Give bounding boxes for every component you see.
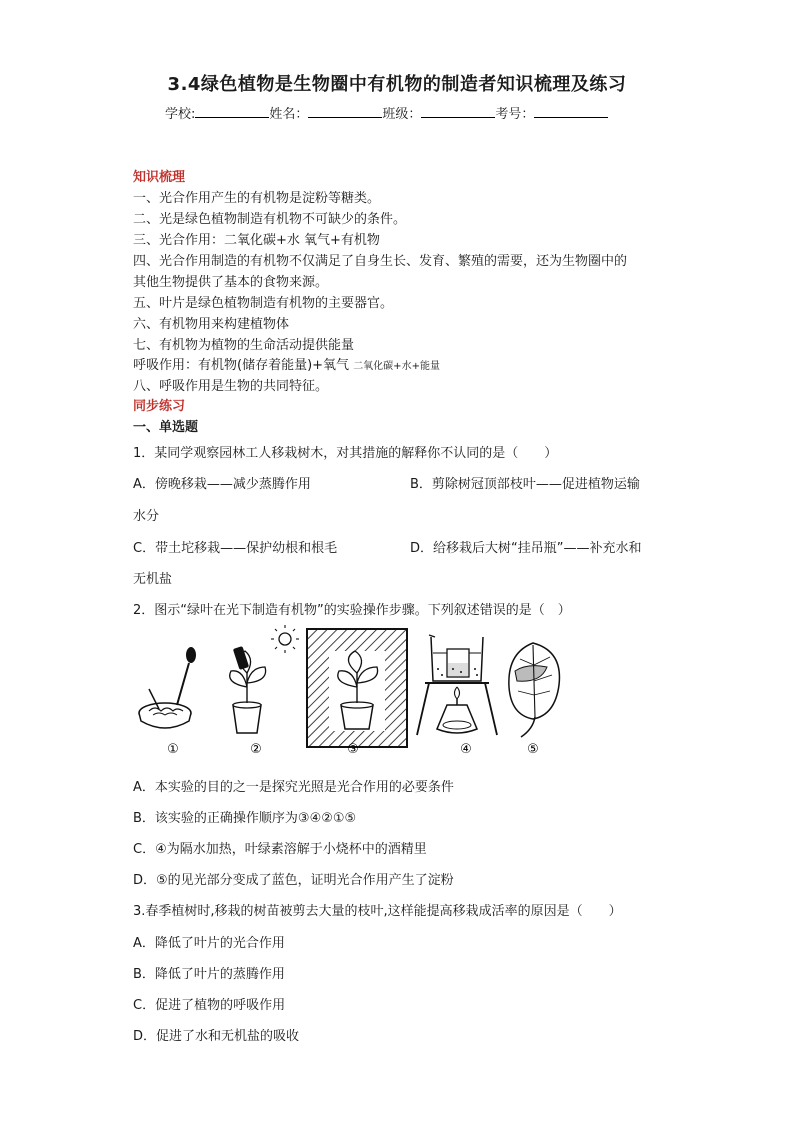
fig-label-4: ④	[460, 742, 472, 757]
knowledge-line-7: 七、有机物为植物的生命活动提供能量	[133, 338, 355, 353]
fig-label-5: ⑤	[527, 742, 539, 757]
step5-leaf	[509, 643, 560, 737]
exam-no-blank[interactable]	[534, 105, 608, 118]
fig-label-2: ②	[250, 742, 262, 757]
school-label: 学校:	[165, 107, 196, 122]
page-title: 3.4绿色植物是生物圈中有机物的制造者知识梳理及练习	[167, 74, 627, 95]
step2-plant-in-sunlight	[230, 625, 299, 733]
q3-option-b[interactable]: B．降低了叶片的蒸腾作用	[133, 967, 285, 982]
respiration-main: 呼吸作用：有机物(储存着能量)+氧气	[133, 358, 350, 373]
respiration-products: 二氧化碳+水+能量	[353, 361, 440, 372]
knowledge-line-8: 八、呼吸作用是生物的共同特征。	[133, 379, 329, 394]
step3-plant-in-dark	[307, 629, 407, 747]
school-blank[interactable]	[195, 105, 269, 118]
q2-option-b[interactable]: B．该实验的正确操作顺序为③④②①⑤	[133, 811, 357, 826]
student-info-line	[165, 103, 608, 122]
knowledge-line-2: 二、光是绿色植物制造有机物不可缺少的条件。	[133, 212, 407, 227]
knowledge-line-5: 五、叶片是绿色植物制造有机物的主要器官。	[133, 296, 394, 311]
q1-option-b-cont: 水分	[133, 509, 160, 524]
fig-label-1: ①	[167, 742, 179, 757]
knowledge-line-4: 四、光合作用制造的有机物不仅满足了自身生长、发育、繁殖的需要，还为生物圈中的	[133, 254, 628, 269]
fig-label-3: ③	[347, 742, 359, 757]
section-single-choice: 一、单选题	[133, 420, 199, 435]
q3-option-d[interactable]: D．促进了水和无机盐的吸收	[133, 1029, 300, 1044]
q1-option-a[interactable]: A．傍晚移栽——减少蒸腾作用	[133, 477, 311, 492]
class-label: 班级：	[382, 107, 422, 122]
q1-option-d[interactable]: D．给移栽后大树“挂吊瓶”——补充水和	[410, 541, 642, 556]
q1-option-c[interactable]: C．带土坨移栽——保护幼根和根毛	[133, 541, 338, 556]
name-label: 姓名：	[269, 107, 309, 122]
knowledge-line-1: 一、光合作用产生的有机物是淀粉等糖类。	[133, 191, 381, 206]
q2-option-c[interactable]: C．④为隔水加热，叶绿素溶解于小烧杯中的酒精里	[133, 842, 427, 857]
respiration-formula	[133, 354, 440, 373]
q2-option-a[interactable]: A．本实验的目的之一是探究光照是光合作用的必要条件	[133, 780, 454, 795]
q3-option-a[interactable]: A．降低了叶片的光合作用	[133, 936, 285, 951]
q2-experiment-figure	[133, 625, 563, 765]
q1-stem: 1．某同学观察园林工人移栽树木，对其措施的解释你不认同的是（ ）	[133, 446, 558, 461]
q1-option-b[interactable]: B．剪除树冠顶部枝叶——促进植物运输	[410, 477, 640, 492]
knowledge-line-3: 三、光合作用：二氧化碳+水 氧气+有机物	[133, 233, 380, 248]
name-blank[interactable]	[308, 105, 382, 118]
step4-water-bath-heating	[417, 635, 497, 735]
practice-heading: 同步练习	[133, 399, 186, 414]
q3-option-c[interactable]: C．促进了植物的呼吸作用	[133, 998, 286, 1013]
knowledge-heading: 知识梳理	[133, 170, 186, 185]
class-blank[interactable]	[421, 105, 495, 118]
q3-stem: 3.春季植树时,移栽的树苗被剪去大量的枝叶,这样能提高移栽成活率的原因是（ ）	[133, 904, 622, 919]
q2-stem: 2．图示“绿叶在光下制造有机物”的实验操作步骤。下列叙述错误的是（ ）	[133, 603, 571, 618]
knowledge-line-6: 六、有机物用来构建植物体	[133, 317, 290, 332]
step1-dish-with-dropper	[139, 647, 196, 728]
q1-option-d-cont: 无机盐	[133, 572, 173, 587]
exam-no-label: 考号：	[495, 107, 535, 122]
q2-option-d[interactable]: D．⑤的见光部分变成了蓝色，证明光合作用产生了淀粉	[133, 873, 454, 888]
knowledge-line-4-cont: 其他生物提供了基本的食物来源。	[133, 275, 329, 290]
